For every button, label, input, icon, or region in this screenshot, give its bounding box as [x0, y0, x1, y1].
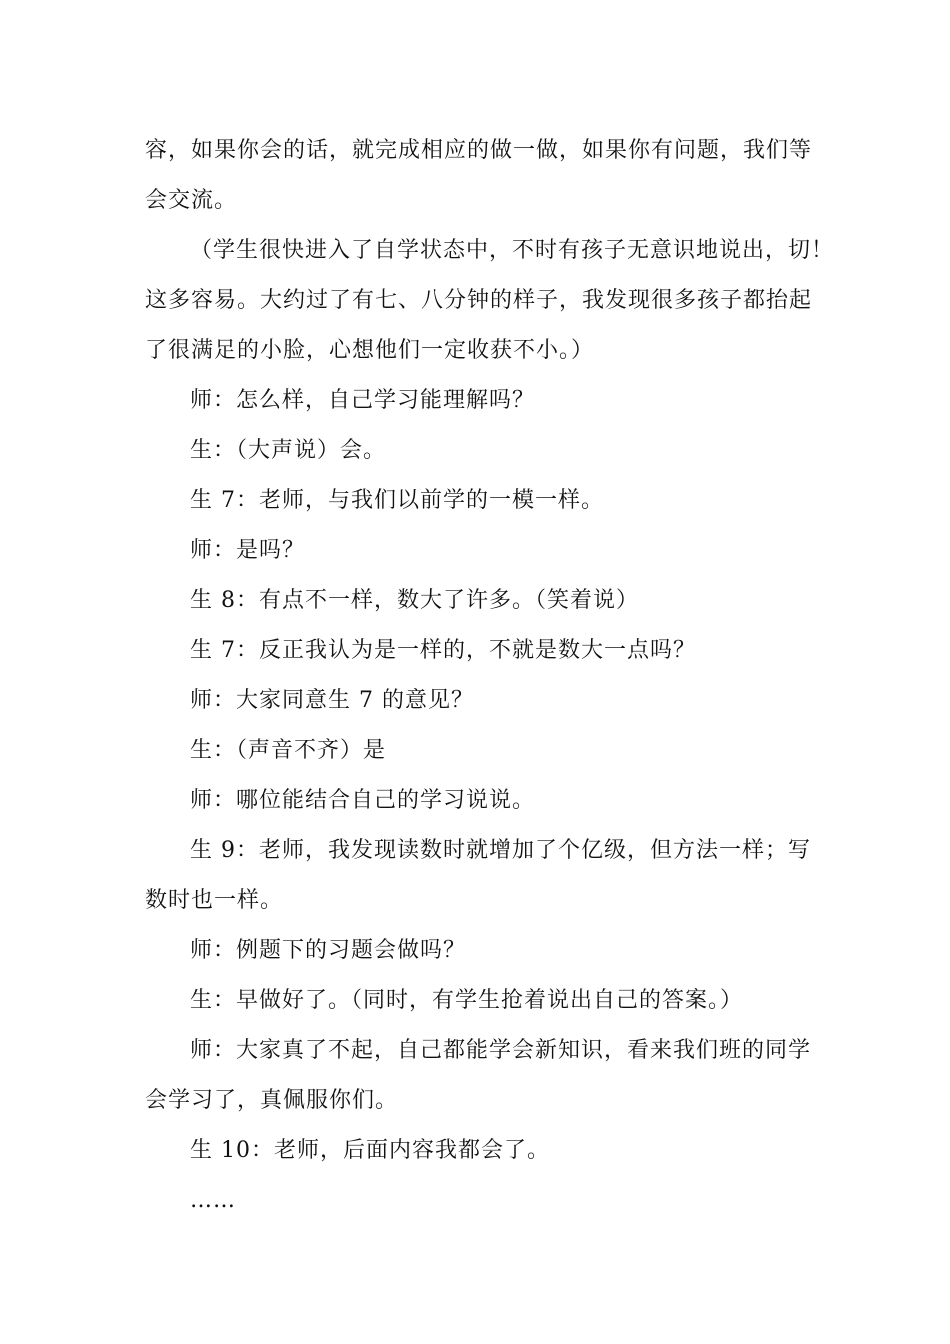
text-line: 生 7：老师，与我们以前学的一模一样。 — [190, 488, 604, 513]
text-line: 生：早做好了。（同时，有学生抢着说出自己的答案。） — [190, 988, 744, 1013]
text-line: 数时也一样。 — [145, 888, 284, 913]
text-line: 师：怎么样，自己学习能理解吗？ — [190, 388, 536, 413]
text-line: 生：（声音不齐）是 — [190, 738, 387, 763]
text-line: 师：是吗？ — [190, 538, 306, 563]
text-line: 了很满足的小脸，心想他们一定收获不小。） — [145, 338, 595, 363]
text-line: 师：大家真了不起，自己都能学会新知识，看来我们班的同学 — [190, 1038, 812, 1063]
text-line: 生 8：有点不一样，数大了许多。（笑着说） — [190, 588, 639, 613]
text-line: 生 9：老师，我发现读数时就增加了个亿级，但方法一样；写 — [190, 838, 811, 863]
text-line: （学生很快进入了自学状态中，不时有孩子无意识地说出，切！ — [190, 238, 835, 263]
text-line: 会交流。 — [145, 188, 238, 213]
text-line: 会学习了，真佩服你们。 — [145, 1088, 399, 1113]
text-line: 生 10：老师，后面内容我都会了。 — [190, 1138, 550, 1163]
text-line: 师：哪位能结合自己的学习说说。 — [190, 788, 536, 813]
text-line: 师：大家同意生 7 的意见？ — [190, 688, 474, 713]
text-line: 这多容易。大约过了有七、八分钟的样子，我发现很多孩子都抬起 — [145, 288, 813, 313]
ellipsis: …… — [190, 1188, 236, 1213]
text-line: 生：（大声说）会。 — [190, 438, 387, 463]
text-line: 生 7：反正我认为是一样的，不就是数大一点吗？ — [190, 638, 696, 663]
text-line: 师：例题下的习题会做吗？ — [190, 938, 467, 963]
text-line: 容，如果你会的话，就完成相应的做一做，如果你有问题，我们等 — [145, 138, 813, 163]
